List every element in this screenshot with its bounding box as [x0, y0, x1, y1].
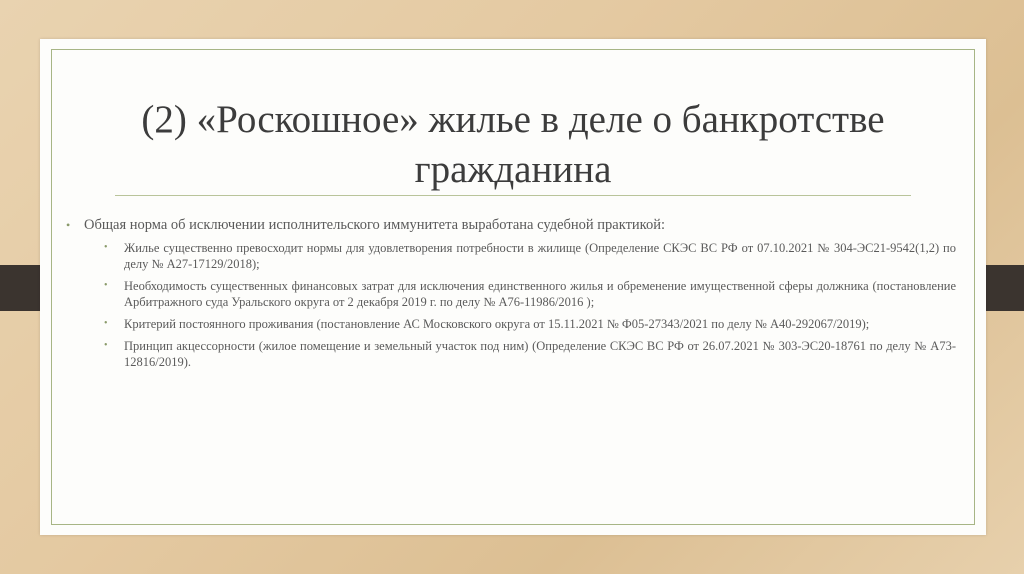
- bullet-icon: •: [104, 318, 108, 329]
- bullet-icon: •: [104, 280, 108, 291]
- slide: [40, 39, 986, 535]
- bullet-icon: •: [104, 340, 108, 351]
- main-point: [66, 216, 956, 234]
- main-point-text: Общая норма об исключении исполнительского иммунитета выработана судебной практикой:: [84, 217, 666, 233]
- slide-content: [66, 216, 956, 376]
- title-divider: [115, 195, 911, 196]
- bullet-icon: •: [104, 242, 108, 253]
- sub-point: [66, 278, 956, 310]
- sub-point-text: Необходимость существенных финансовых затрат для исключения единственного жилья и обременение имущественной сферы должника (постановление Арбитражного суда Уральского округа от 2 декабря 2019 г. по делу № А76-11986/2016 );: [124, 279, 956, 309]
- sub-point: [66, 316, 956, 332]
- sub-point-text: Критерий постоянного проживания (постановление АС Московского округа от 15.11.2021 № Ф05-27343/2021 по делу № А40-292067/2019);: [124, 317, 870, 331]
- sub-point: [66, 338, 956, 370]
- sub-point-text: Жилье существенно превосходит нормы для удовлетворения потребности в жилище (Определение СКЭС ВС РФ от 07.10.2021 № 304-ЭС21-9542(1,2) по делу № А27-17129/2018);: [124, 241, 956, 271]
- slide-title: (2) «Роскошное» жилье в деле о банкротстве гражданина: [141, 98, 885, 191]
- bullet-icon: •: [66, 218, 71, 232]
- sub-point-text: Принцип акцессорности (жилое помещение и земельный участок под ним) (Определение СКЭС ВС РФ от 26.07.2021 № 303-ЭС20-18761 по делу № А73-12816/2019).: [124, 339, 956, 369]
- sub-point: [66, 240, 956, 272]
